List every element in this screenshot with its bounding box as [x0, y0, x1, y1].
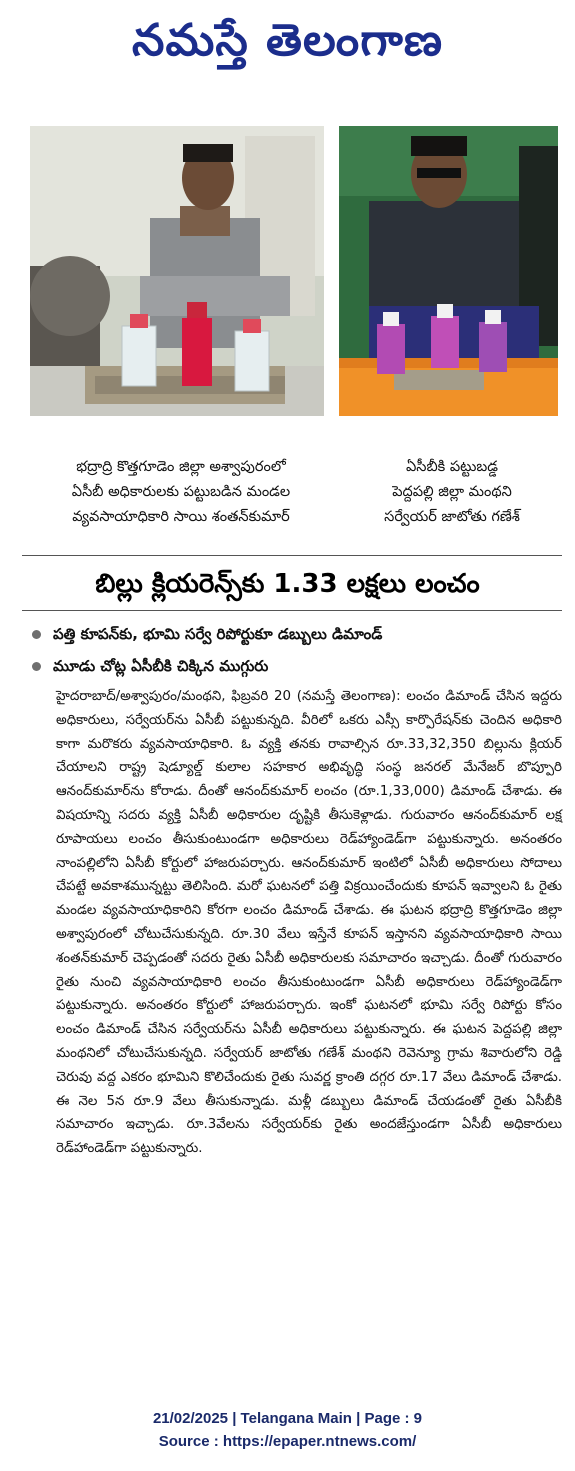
article-paragraph: హైదరాబాద్/అశ్వాపురం/మంథని, ఫిబ్రవరి 20 (నమస్తే తెలంగాణ): లంచం డిమాండ్ చేసిన ఇద్దరు అధికారులు, సర్వేయర్‌ను ఏసీబీ పట్టుకున్నది. వీరిలో ఒకరు ఎస్సీ కార్పొరేషన్‌కు చెందిన అధికారి కాగా మరొకరు వ్యవసాయాధికారి. ఓ వ్యక్తి తనకు రావాల్సిన రూ.33,32,350 బిల్లును క్లియర్ చేయాలని రాష్ట్ర షెడ్యూల్డ్ కులాల సహకార అభివృద్ధి సంస్థ జనరల్ మేనేజర్ బొప్పూరి ఆనంద్‌కుమార్‌ను కోరాడు. దీంతో ఆనంద్‌కుమార్ లంచం (రూ.1,33,000) డిమాండ్ చేశాడు. ఈ విషయాన్ని సదరు వ్యక్తి ఏసీబీ అధికారుల దృష్టికి తీసుకెళ్లాడు. గురువారం ఆనంద్‌కుమార్ లక్ష రూపాయలు లంచం తీసుకుంటుండగా అధికారులు రెడ్‌హ్యాండెడ్‌గా పట్టుకున్నారు. అనంతరం నాంపల్లిలోని ఏసీబీ కోర్టులో హాజరుపర్చారు. ఆనంద్‌కుమార్ ఇంటిలో ఏసీబీ అధికారులు సోదాలు చేపట్టే అవకాశమున్నట్టు తెలిసింది. మరో ఘటనలో పత్తి విక్రయించేందుకు కూపన్ ఇవ్వాలని ఓ రైతు మండల వ్యవసాయాధికారిని కోరగా లంచం డిమాండ్ చేశాడు. ఈ ఘటన భద్రాద్రి కొత్తగూడెం జిల్లా అశ్వాపురంలో చోటుచేసుకున్నది. రూ.30 వేలు ఇస్తేనే కూపన్ ఇస్తానని వ్యవసాయాధికారి సాయి శంతన్‌కుమార్ చెప్పడంతో సదరు రైతు ఏసీబీ అధికారులకు సమాచారం ఇచ్చాడు. దీంతో గురువారం రైతు నుంచి వ్యవసాయాధికారి లంచం తీసుకుంటుండగా ఏసీబీ అధికారులు రెడ్‌హ్యాండెడ్‌గా పట్టుకున్నారు. అనంతరం కోర్టులో హాజరుపర్చారు. ఇంకో ఘటనలో భూమి సర్వే రిపోర్టు కోసం లంచం డిమాండ్ చేసిన సర్వేయర్‌ను ఏసీబీ అధికారులు పట్టుకున్నారు. ఈ ఘటన పెద్దపల్లి జిల్లా మంథనిలో చోటుచేసుకున్నది. సర్వేయర్ జాటోతు గణేశ్ మంథని రెవెన్యూ గ్రామ శివారులోని రెడ్డి చెరువు వద్ద ఎకరం భూమిని కొలిచేందుకు రైతు సువర్ణ క్రాంతి దగ్గర రూ.17 వేలు డిమాండ్ చేశాడు. ఈ నెల 5న రూ.9 వేలు తీసుకున్నాడు. మళ్లీ డబ్బులు డిమాండ్ చేయడంతో రైతు ఏసీబీకి సమాచారం ఇచ్చాడు. రూ.3వేలను సర్వేయర్‌కు రైతు అందజేస్తుండగా ఏసీబీ అధికారులు రెడ్‌హాండెడ్‌గా పట్టుకున్నారు. — [56, 689, 562, 1157]
subhead-text: పత్తి కూపన్‌కు, భూమి సర్వే రిపోర్టుకూ డబ్బులు డిమాండ్ — [53, 625, 383, 643]
article-headline: బిల్లు క్లియరెన్స్‌కు 1.33 లక్షలు లంచం — [95, 569, 480, 599]
photo-caption-right — [345, 455, 559, 530]
footer-dateline: 21/02/2025 | Telangana Main | Page : 9 — [152, 1410, 423, 1427]
subhead-bullet — [32, 622, 382, 646]
news-photo-officer — [30, 126, 324, 416]
caption-line: భద్రాద్రి కొత్తగూడెం జిల్లా అశ్వాపురంలో — [76, 459, 286, 475]
masthead-title: నమస్తే తెలంగాణ — [131, 15, 444, 66]
bullet-dot-icon — [32, 630, 41, 639]
caption-line: ఏసీబీ అధికారులకు పట్టుబడిన మండల — [71, 484, 291, 500]
subhead-text: మూడు చోట్ల ఏసీబీకి చిక్కిన ముగ్గురు — [53, 657, 269, 675]
caption-line: సర్వేయర్ జాటోతు గణేశ్ — [384, 509, 520, 525]
caption-line: పెద్దపల్లి జిల్లా మంథని — [392, 484, 512, 500]
subhead-bullet — [32, 654, 268, 678]
divider-top — [22, 555, 562, 556]
caption-line: వ్యవసాయాధికారి సాయి శంతన్‌కుమార్ — [72, 509, 290, 525]
footer-source: Source : https://epaper.ntnews.com/ — [158, 1433, 417, 1450]
divider-bottom — [22, 610, 562, 611]
bullet-dot-icon — [32, 662, 41, 671]
photo-caption-left — [22, 455, 340, 530]
caption-line: ఏసీబీకి పట్టుబడ్డ — [406, 459, 498, 475]
article-body — [56, 685, 562, 1161]
news-photo-surveyor — [339, 126, 558, 416]
